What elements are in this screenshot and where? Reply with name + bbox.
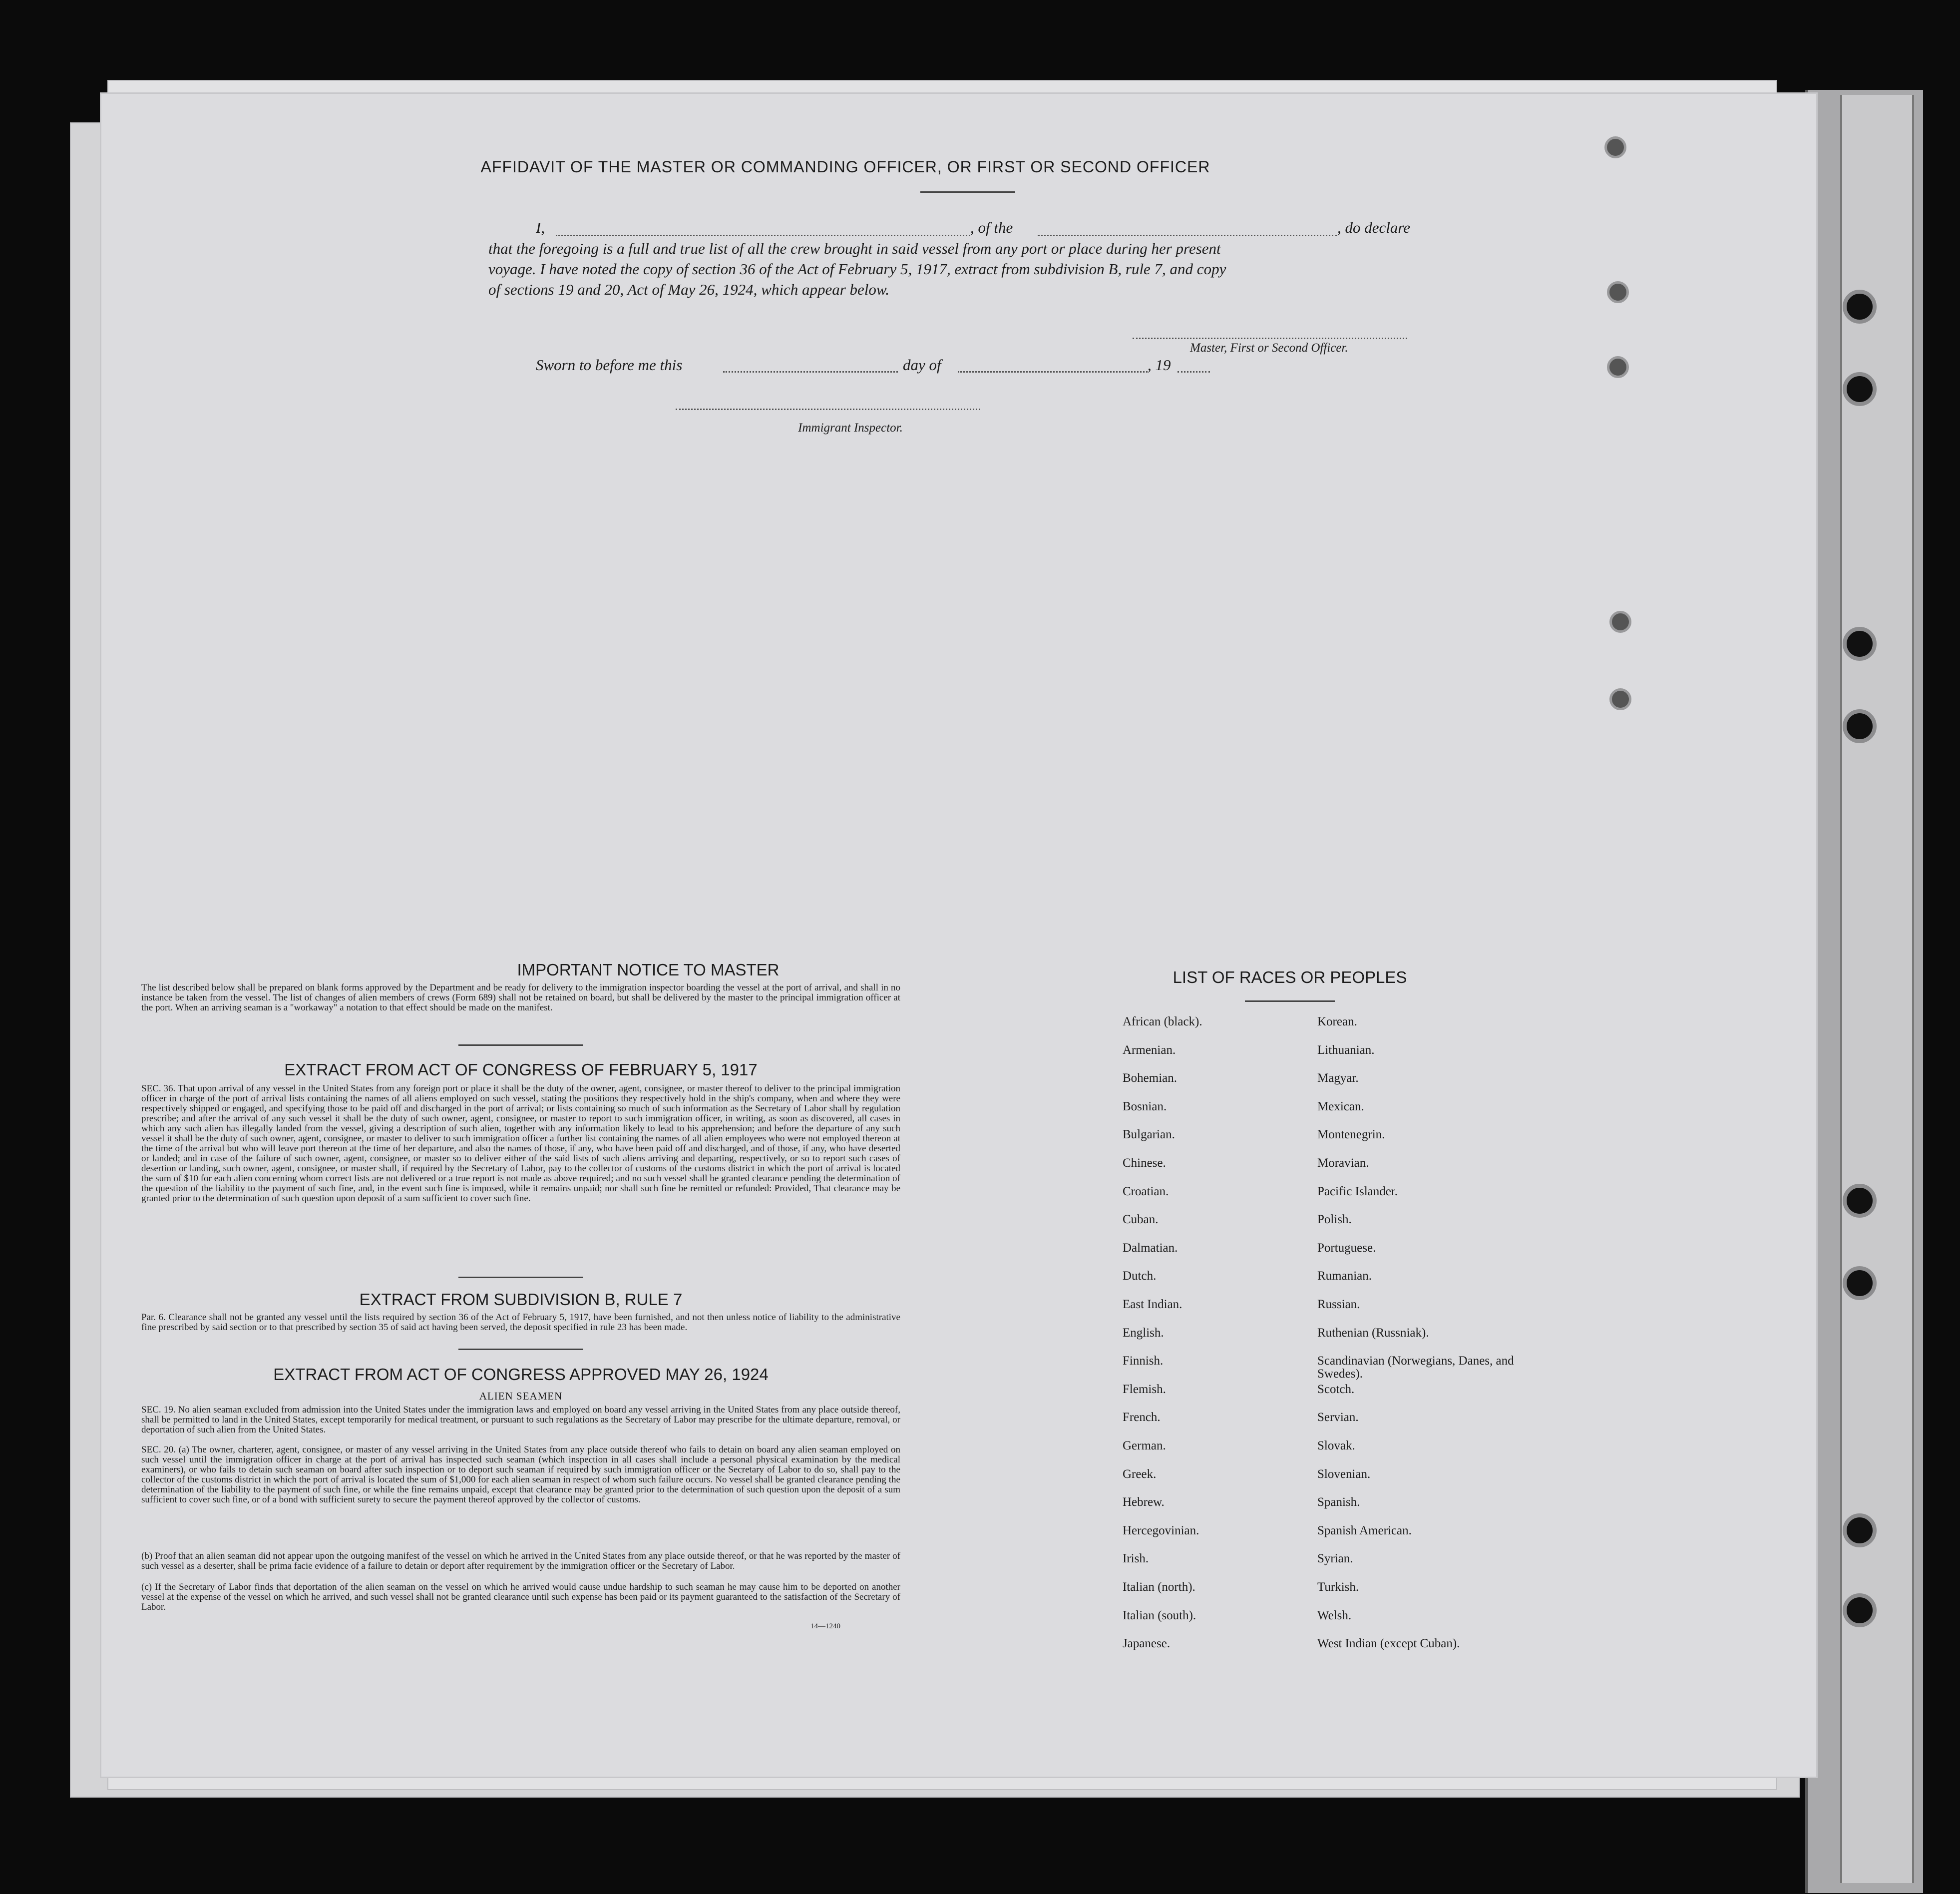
affidavit-line2: that the foregoing is a full and true list of all the crew brought in said vessel from any port or place during her present xyxy=(488,240,1221,257)
race-item: German. xyxy=(1123,1439,1166,1452)
race-item: Spanish. xyxy=(1317,1495,1360,1509)
race-item: Italian (north). xyxy=(1123,1580,1195,1594)
race-item: Syrian. xyxy=(1317,1552,1353,1566)
race-item: Cuban. xyxy=(1123,1213,1159,1227)
divider xyxy=(458,1277,583,1278)
race-item: East Indian. xyxy=(1123,1298,1182,1311)
race-item: Servian. xyxy=(1317,1411,1359,1424)
race-item: Montenegrin. xyxy=(1317,1128,1385,1142)
sworn-year-blank[interactable] xyxy=(1177,371,1210,373)
affidavit-line3: voyage. I have noted the copy of section 36 of the Act of February 5, 1917, extract from subdivision B, rule 7, and copy xyxy=(488,260,1226,278)
binder-hole xyxy=(1843,709,1877,743)
affidavit-i: I, xyxy=(536,219,545,236)
race-item: Hebrew. xyxy=(1123,1495,1165,1509)
race-item: French. xyxy=(1123,1411,1161,1424)
binder-hole xyxy=(1843,290,1877,324)
race-item: Scotch. xyxy=(1317,1382,1355,1396)
race-item: Rumanian. xyxy=(1317,1269,1372,1283)
master-signature-line[interactable] xyxy=(1133,338,1407,339)
punch-hole xyxy=(1604,136,1626,158)
sec19-text: SEC. 19. No alien seaman excluded from admission into the United States under the immigration laws and employed on board any vessel arriving in the United States from any place outside thereof, shall be permitted to land in the United States, except temporarily for medical treatment, or pursuant to such regulations as the Secretary of Labor may prescribe for the ultimate departure, removal, or deportation of such alien from the United States. xyxy=(141,1405,900,1435)
extract-1917-title: EXTRACT FROM ACT OF CONGRESS OF FEBRUARY 5, 1917 xyxy=(284,1060,758,1079)
race-item: Magyar. xyxy=(1317,1071,1359,1085)
race-item: Croatian. xyxy=(1123,1184,1169,1198)
notice-text: The list described below shall be prepared on blank forms approved by the Department and be ready for delivery to the immigration inspector boarding the vessel at the port of arrival, and shall in no instance be taken from the vessel. The list of changes of alien members of crews (Form 689) shall not be retained on board, but shall be delivered by the master to the principal immigration officer at the port. When an arriving seaman is a "workaway" a notation to that effect should be made on the manifest. xyxy=(141,982,900,1013)
divider xyxy=(458,1044,583,1046)
race-item: Russian. xyxy=(1317,1298,1360,1311)
race-item: Bohemian. xyxy=(1123,1071,1177,1085)
race-item: Flemish. xyxy=(1123,1382,1166,1396)
year-label: , 19 xyxy=(1148,356,1171,374)
divider xyxy=(1245,1000,1335,1002)
sworn-day-blank[interactable] xyxy=(723,371,898,373)
sworn-label: Sworn to before me this xyxy=(536,356,683,374)
race-item: Lithuanian. xyxy=(1317,1043,1375,1057)
race-item: Japanese. xyxy=(1123,1637,1171,1651)
binder-hole xyxy=(1843,1513,1877,1547)
race-item: Italian (south). xyxy=(1123,1608,1196,1622)
race-item: Bosnian. xyxy=(1123,1099,1167,1113)
vessel-blank[interactable] xyxy=(1038,235,1337,236)
punch-hole xyxy=(1607,356,1629,378)
race-item: Portuguese. xyxy=(1317,1241,1376,1255)
race-item: Pacific Islander. xyxy=(1317,1184,1398,1198)
race-item: Polish. xyxy=(1317,1213,1352,1227)
binder-hole xyxy=(1843,1184,1877,1218)
race-item: Scandinavian (Norwegians, Danes, and Swedes). xyxy=(1317,1354,1514,1381)
affidavit-line4: of sections 19 and 20, Act of May 26, 1924, which appear below. xyxy=(488,281,890,298)
race-item: English. xyxy=(1123,1326,1164,1340)
sworn-month-blank[interactable] xyxy=(958,371,1148,373)
race-item: Welsh. xyxy=(1317,1608,1352,1622)
extract-1924-title: EXTRACT FROM ACT OF CONGRESS APPROVED MAY 26, 1924 xyxy=(273,1365,769,1384)
race-item: Spanish American. xyxy=(1317,1523,1412,1537)
race-item: Chinese. xyxy=(1123,1156,1166,1170)
race-item: Moravian. xyxy=(1317,1156,1369,1170)
binder-hole xyxy=(1843,1266,1877,1300)
race-item: Dalmatian. xyxy=(1123,1241,1178,1255)
race-item: Irish. xyxy=(1123,1552,1149,1566)
inspector-caption: Immigrant Inspector. xyxy=(798,421,903,435)
divider xyxy=(458,1349,583,1350)
sec20b-text: (b) Proof that an alien seaman did not appear upon the outgoing manifest of the vessel on which he arrived in the United States from any place outside thereof, or that he was reported by the master of such vessel as a deserter, shall be prima facie evidence of a failure to detain or deport after requirement by the immigration officer or the Secretary of Labor. xyxy=(141,1551,900,1571)
document-page xyxy=(100,92,1818,1778)
sec20c-text: (c) If the Secretary of Labor finds that deportation of the alien seaman on the vessel on which he arrived would cause undue hardship to such seaman he may cause him to be deported on another vessel at the expense of the vessel on which he arrived, and such vessel shall not be granted clearance until such expense has been paid or its payment guaranteed to the satisfaction of the Secretary of Labor. xyxy=(141,1582,900,1612)
race-item: Finnish. xyxy=(1123,1354,1164,1368)
race-item: Dutch. xyxy=(1123,1269,1157,1283)
race-item: Ruthenian (Russniak). xyxy=(1317,1326,1429,1340)
notice-title: IMPORTANT NOTICE TO MASTER xyxy=(517,960,780,979)
race-item: Greek. xyxy=(1123,1467,1157,1481)
binder-hole xyxy=(1843,1593,1877,1627)
rule7-text: Par. 6. Clearance shall not be granted any vessel until the lists required by section 36 of the Act of February 5, 1917, have been furnished, and not then unless notice of liability to the administrative fine prescribed by said section or to that prescribed by section 35 of said act having been served, the deposit specified in rule 23 has been made. xyxy=(141,1312,900,1333)
master-caption: Master, First or Second Officer. xyxy=(1190,341,1348,355)
extract-1917-text: SEC. 36. That upon arrival of any vessel in the United States from any foreign port or place it shall be the duty of the owner, agent, consignee, or master thereof to deliver to the principal immigration officer in charge of the port of arrival lists containing the names of all aliens employed on such vessel, stating the positions they respectively hold in the ship's company, when and where they were respectively shipped or engaged, and specifying those to be paid off and discharged in the port of arrival; or lists containing so much of such information as the Secretary of Labor shall by regulation prescribe; and after the arrival of any such vessel it shall be the duty of such owner, agent, consignee, or master to report to such immigration officer, in writing, as soon as discovered, all cases in which any such alien has illegally landed from the vessel, giving a description of such alien, together with any information likely to lead to his apprehension; and before the departure of any such vessel it shall be the duty of such owner, agent, consignee, or master to deliver to such immigration officer a further list containing the names of all alien employees who were not employed thereon at the time of the arrival but who will leave port thereon at the time of her departure, and also the names of those, if any, who have been paid off and discharged, and of those, if any, who have deserted or landed; and in case of the failure of such owner, agent, consignee, or master so to deliver either of the said lists of such aliens arriving and departing, respectively, or so to report such cases of desertion or landing, such owner, agent, consignee, or master shall, if required by the Secretary of Labor, pay to the collector of customs of the customs district in which the port of arrival is located the sum of $10 for each alien concerning whom correct lists are not delivered or a true report is not made as above required; and no such vessel shall be granted clearance pending the determination of the question of the liability to the payment of such fine, and, in the event such fine is imposed, while it remains unpaid; nor shall such fine be remitted or refunded: Provided, That clearance may be granted prior to the determination of such question upon deposit of a sum sufficient to cover such fine. xyxy=(141,1083,900,1204)
race-item: Hercegovinian. xyxy=(1123,1523,1199,1537)
race-item: Slovenian. xyxy=(1317,1467,1371,1481)
punch-hole xyxy=(1607,281,1629,303)
race-item: Slovak. xyxy=(1317,1439,1355,1452)
inspector-signature-line[interactable] xyxy=(676,409,980,410)
binder-hole xyxy=(1843,627,1877,661)
race-item: Bulgarian. xyxy=(1123,1128,1175,1142)
alien-seamen-subtitle: ALIEN SEAMEN xyxy=(479,1390,563,1402)
name-blank[interactable] xyxy=(556,235,970,236)
rule7-title: EXTRACT FROM SUBDIVISION B, RULE 7 xyxy=(359,1290,683,1309)
races-title: LIST OF RACES OR PEOPLES xyxy=(1173,968,1407,986)
binder-hole xyxy=(1843,372,1877,406)
race-item: African (black). xyxy=(1123,1015,1202,1028)
divider xyxy=(920,191,1015,193)
sec20a-text: SEC. 20. (a) The owner, charterer, agent, consignee, or master of any vessel arriving in the United States from any place outside thereof who fails to detain on board any alien seaman employed on such vessel until the immigration officer in charge at the port of arrival has inspected such seaman (which inspection in all cases shall include a personal physical examination by the medical examiners), or who fails to detain such seaman on board after such inspection or to deport such seaman if required by such immigration officer or the Secretary of Labor to do so, shall pay to the collector of the customs district in which the port of arrival is located the sum of $1,000 for each alien seaman in respect of whom such failure occurs. No vessel shall be granted clearance pending the determination of the liability to the payment of such fine, or while the fine remains unpaid, except that clearance may be granted prior to the determination of such question upon the deposit of a sum sufficient to cover such fine, or of a bond with sufficient surety to secure the payment thereof approved by the collector of customs. xyxy=(141,1444,900,1505)
punch-hole xyxy=(1609,688,1631,710)
race-item: West Indian (except Cuban). xyxy=(1317,1637,1460,1651)
form-number: 14—1240 xyxy=(810,1622,840,1630)
punch-hole xyxy=(1609,611,1631,633)
affidavit-do-declare: , do declare xyxy=(1337,219,1411,236)
race-item: Turkish. xyxy=(1317,1580,1359,1594)
race-item: Korean. xyxy=(1317,1015,1357,1028)
day-of-label: day of xyxy=(903,356,941,374)
race-item: Mexican. xyxy=(1317,1099,1364,1113)
affidavit-title: AFFIDAVIT OF THE MASTER OR COMMANDING OFFICER, OR FIRST OR SECOND OFFICER xyxy=(480,158,1210,176)
affidavit-of-the: , of the xyxy=(970,219,1013,236)
race-item: Armenian. xyxy=(1123,1043,1176,1057)
